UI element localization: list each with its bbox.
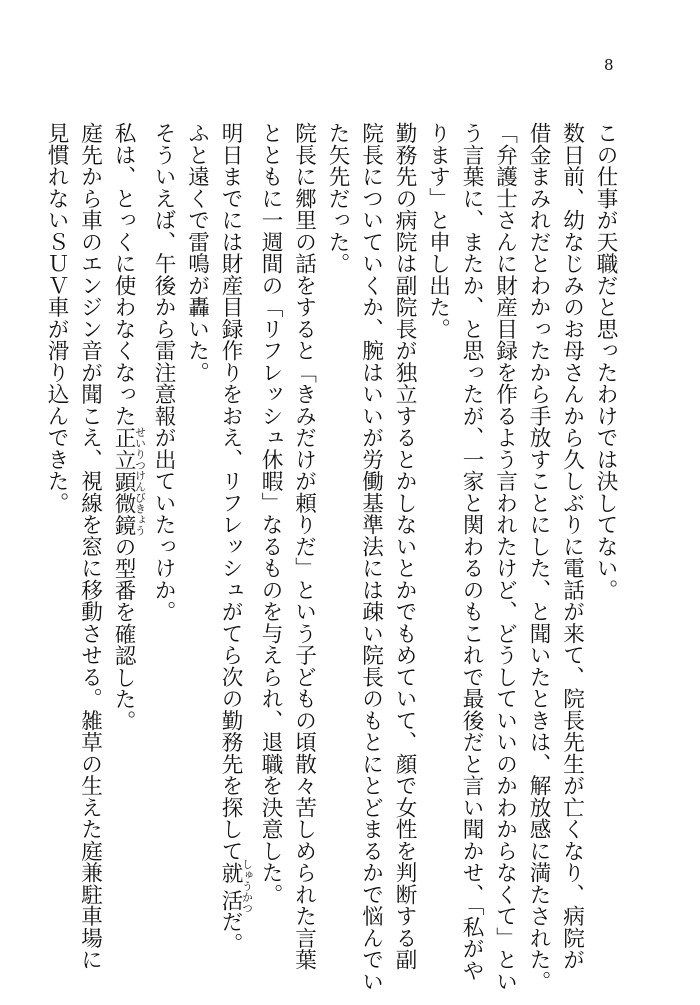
text-line-1: この仕事が天職だと思ったわけでは決してない。: [593, 122, 618, 601]
text-line-11: とともに一週間の「リフレッシュ休暇」なるものを与えられ、退職を決意した。: [258, 122, 283, 905]
text-line-7: 勤務先の病院は副院長が独立するとかしないとかでもめていて、顔で女性を判断する副: [392, 122, 417, 971]
text-line-3: 借金まみれだとわかったから手放すことにした、と聞いたときは、解放感に満たされた。: [526, 122, 551, 992]
text-line-5: う言葉に、またか、と思ったが、一家と関わるのもこれで最後だと言い聞かせ、「私がや: [459, 122, 484, 982]
text-line-10: 院長に郷里の話をすると「きみだけが頼りだ」という子どもの頃散々苦しめられた言葉: [291, 122, 317, 971]
novel-text-block: [40, 122, 623, 992]
ruby-shukatsu: 就活しゅうかつ: [218, 858, 254, 914]
text-line-14: そういえば、午後から雷注意報が出ていたっけか。: [151, 122, 176, 623]
text-line-6: ります」と申し出た。: [425, 122, 451, 340]
text-line-15: 私は、とっくに使わなくなった正立顕微鏡せいりつけんびきょうの型番を確認した。: [111, 122, 147, 732]
text-line-8: 院長についていくか、腕はいいが労働基準法には疎い院長のもとにとどまるかで悩んでい: [358, 122, 384, 992]
page-number: 8: [604, 56, 614, 74]
text-line-13: ふと遠くで雷鳴が轟いた。: [184, 122, 210, 383]
text-line-4: 「弁護士さんに財産目録を作るよう言われたけど、どうしていいのかわからなくて」とい: [492, 122, 518, 992]
text-line-16: 庭先から車のエンジン音が聞こえ、視線を窓に移動させる。雑草の生えた庭兼駐車場に: [77, 122, 103, 971]
text-line-9: た矢先だった。: [325, 122, 350, 275]
text-line-2: 数日前、幼なじみのお母さんから久しぶりに電話が来て、院長先生が亡くなり、病院が: [559, 122, 585, 971]
text-line-17: 見慣れないＳＵＶ車が滑り込んできた。: [44, 122, 69, 514]
text-line-12: 明日までには財産目録作りをおえ、リフレッシュがてら次の勤務先を探して就活しゅうかつだ。: [218, 122, 254, 955]
ruby-seiritsukenbikyo: 正立顕微鏡せいりつけんびきょう: [111, 426, 147, 536]
